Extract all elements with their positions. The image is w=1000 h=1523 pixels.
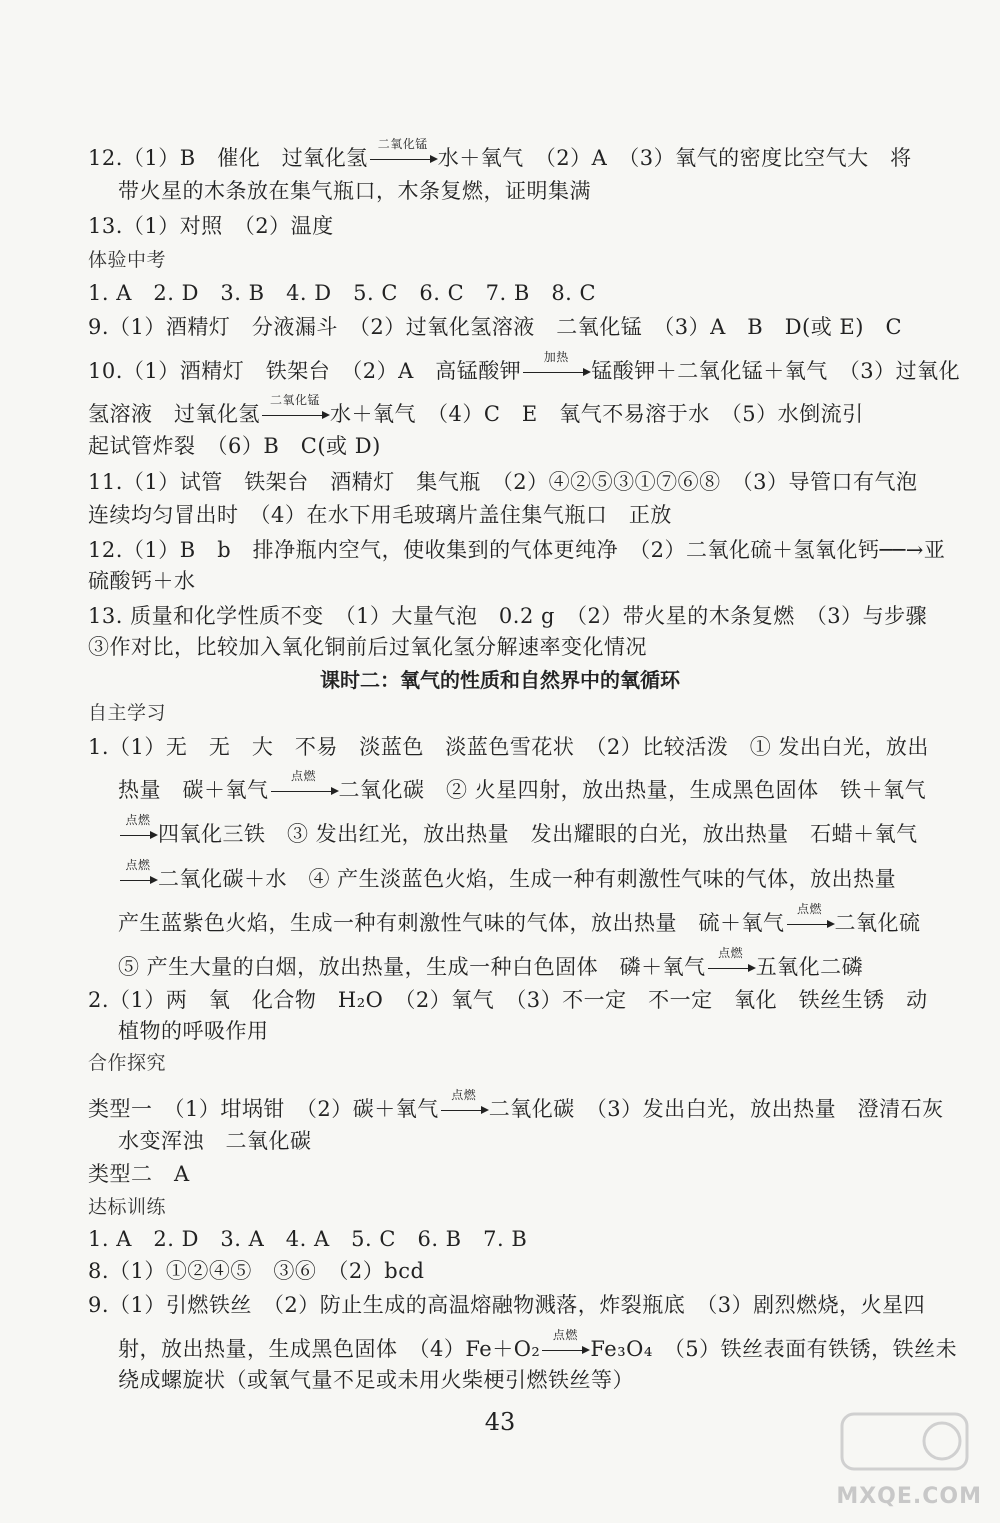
text-segment: 10.（1）酒精灯 铁架台 （2）A 高锰酸钾 [88, 359, 522, 383]
reaction-arrow [260, 393, 330, 429]
answer-line-s1-part1: 1.（1）无 无 大 不易 淡蓝色 淡蓝色雪花状 （2）比较活泼 ① 发出白光，放出 [88, 735, 929, 759]
arrow-icon [542, 1350, 582, 1351]
page-number: 43 [484, 1408, 516, 1436]
answer-line-s1-part3 [118, 813, 918, 849]
answer-line-9: 9.（1）酒精灯 分液漏斗 （2）过氧化氢溶液 二氧化锰 （3）A B D(或 E) C [88, 315, 903, 339]
reaction-arrow [439, 1088, 489, 1124]
answer-line-s1-part4 [118, 858, 897, 894]
text-segment: 类型一 （1）坩埚钳 （2）碳＋氧气 [88, 1097, 439, 1121]
text-segment: 四氧化三铁 ③ 发出红光，放出热量 发出耀眼的白光，放出热量 石蜡＋氧气 [158, 822, 918, 846]
reaction-arrow [269, 769, 339, 805]
arrow-icon [120, 835, 150, 836]
lesson-heading: 课时二：氧气的性质和自然界中的氧循环 [320, 668, 680, 692]
answer-line-d9-part2 [118, 1328, 958, 1364]
reaction-condition: 二氧化锰 [377, 137, 428, 151]
answer-line-12b-part2: 硫酸钙＋水 [88, 569, 196, 593]
arrow-icon [523, 372, 583, 373]
answer-line-type1-part2: 水变浑浊 二氧化碳 [118, 1129, 312, 1153]
answer-line-s1-part5 [118, 902, 921, 938]
text-segment: 产生蓝紫色火焰，生成一种有刺激性气味的气体，放出热量 硫＋氧气 [118, 911, 785, 935]
answer-line-12-part2: 带火星的木条放在集气瓶口，木条复燃，证明集满 [118, 179, 591, 203]
answer-line-d9-part3: 绕成螺旋状（或氧气量不足或未用火柴梗引燃铁丝等） [118, 1368, 634, 1392]
answer-line-13b-part1: 13. 质量和化学性质不变 （1）大量气泡 0.2 g （2）带火星的木条复燃 （3）与步骤 [88, 604, 928, 628]
arrow-icon [262, 415, 322, 416]
watermark-text: MXQE.COM [836, 1484, 982, 1509]
text-segment: 二氧化硫 [834, 911, 921, 935]
answer-line-10-part1 [88, 350, 961, 386]
answer-line-d9-part1: 9.（1）引燃铁丝 （2）防止生成的高温熔融物溅落，炸裂瓶底 （3）剧烈燃烧，火星四 [88, 1293, 926, 1317]
text-segment: 锰酸钾＋二氧化锰＋氧气 （3）过氧化 [591, 359, 961, 383]
text-segment: 五氧化二磷 [755, 955, 864, 979]
answer-line-type2: 类型二 A [88, 1162, 190, 1186]
reaction-condition: 点燃 [451, 1088, 477, 1102]
text-segment: 二氧化碳 （3）发出白光，放出热量 澄清石灰 [488, 1097, 944, 1121]
text-segment: 二氧化碳＋水 ④ 产生淡蓝色火焰，生成一种有刺激性气味的气体，放出热量 [158, 867, 897, 891]
answer-line-type1-part1 [88, 1088, 944, 1124]
watermark-logo-icon [832, 1409, 982, 1479]
answer-line-s1-part6 [118, 946, 864, 982]
section-label-zizhu: 自主学习 [88, 702, 167, 724]
reaction-condition: 点燃 [290, 769, 316, 783]
arrow-icon [370, 159, 430, 160]
text-segment: 二氧化碳 ② 火星四射，放出热量，生成黑色固体 铁＋氧气 [338, 778, 927, 802]
reaction-arrow [118, 858, 158, 894]
answer-line-s2-part1: 2.（1）两 氧 化合物 H₂O （2）氧气 （3）不一定 不一定 氧化 铁丝生锈 动 [88, 988, 928, 1012]
reaction-condition: 点燃 [796, 902, 822, 916]
text-segment: 12.（1）B 催化 过氧化氢 [88, 146, 368, 170]
text-segment: 射，放出热量，生成黑色固体 （4）Fe＋O₂ [118, 1337, 541, 1361]
answer-line-11-part2: 连续均匀冒出时 （4）在水下用毛玻璃片盖住集气瓶口 正放 [88, 503, 672, 527]
section-label-tiyan: 体验中考 [88, 249, 167, 271]
answer-line-11-part1: 11.（1）试管 铁架台 酒精灯 集气瓶 （2）④②⑤③①⑦⑥⑧ （3）导管口有气泡 [88, 470, 918, 494]
text-segment: 氢溶液 过氧化氢 [88, 402, 260, 426]
reaction-condition: 点燃 [125, 813, 151, 827]
text-segment: 水＋氧气 （2）A （3）氧气的密度比空气大 将 [437, 146, 912, 170]
arrow-icon [708, 968, 748, 969]
reaction-condition: 加热 [543, 350, 569, 364]
reaction-arrow [540, 1328, 590, 1364]
answer-line-13b-part2: ③作对比，比较加入氧化铜前后过氧化氢分解速率变化情况 [88, 635, 647, 659]
reaction-arrow [521, 350, 591, 386]
arrow-icon [787, 924, 827, 925]
watermark-logo [832, 1409, 982, 1509]
text-segment: ⑤ 产生大量的白烟，放出热量，生成一种白色固体 磷＋氧气 [118, 955, 706, 979]
answer-line-d-choices: 1. A 2. D 3. A 4. A 5. C 6. B 7. B [88, 1227, 528, 1251]
reaction-arrow [785, 902, 835, 938]
reaction-condition: 二氧化锰 [269, 393, 320, 407]
answer-line-13: 13.（1）对照 （2）温度 [88, 214, 334, 238]
answer-line-s1-part2 [118, 769, 927, 805]
answer-line-12-part1 [88, 137, 912, 173]
reaction-condition: 点燃 [125, 858, 151, 872]
answer-line-12b-part1: 12.（1）B b 排净瓶内空气，使收集到的气体更纯净 （2）二氧化硫＋氢氧化钙──→亚 [88, 538, 946, 562]
section-label-dabiao: 达标训练 [88, 1196, 167, 1218]
text-segment: 热量 碳＋氧气 [118, 778, 269, 802]
arrow-icon [120, 880, 150, 881]
answer-line-10-part3: 起试管炸裂 （6）B C(或 D) [88, 434, 381, 458]
arrow-icon [441, 1110, 481, 1111]
text-segment: Fe₃O₄ （5）铁丝表面有铁锈，铁丝未 [590, 1337, 958, 1361]
reaction-arrow [706, 946, 756, 982]
section-label-hezuo: 合作探究 [88, 1052, 167, 1074]
answer-line-choices: 1. A 2. D 3. B 4. D 5. C 6. C 7. B 8. C [88, 281, 597, 305]
reaction-arrow [368, 137, 438, 173]
text-segment: 水＋氧气 （4）C E 氧气不易溶于水 （5）水倒流引 [330, 402, 864, 426]
reaction-condition: 点燃 [718, 946, 744, 960]
reaction-condition: 点燃 [552, 1328, 578, 1342]
answer-line-s2-part2: 植物的呼吸作用 [118, 1019, 269, 1043]
answer-line-d8: 8.（1）①②④⑤ ③⑥ （2）bcd [88, 1259, 425, 1283]
arrow-icon [271, 791, 331, 792]
reaction-arrow [118, 813, 158, 849]
answer-line-10-part2 [88, 393, 864, 429]
